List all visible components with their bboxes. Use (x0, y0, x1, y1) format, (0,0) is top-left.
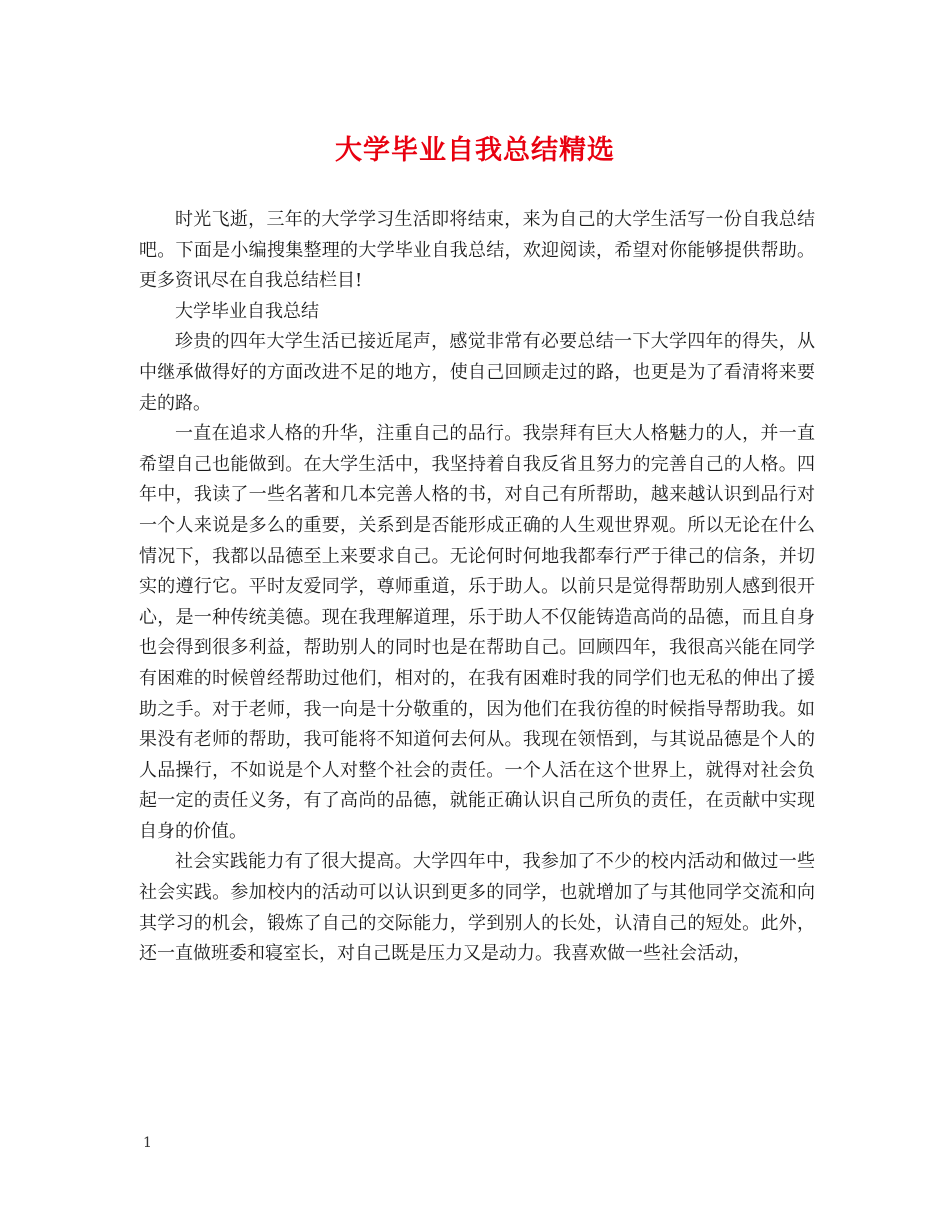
paragraph-opening: 珍贵的四年大学生活已接近尾声，感觉非常有必要总结一下大学四年的得失，从中继承做得好的方面改进不足的地方，使自己回顾走过的路，也更是为了看清将来要走的路。 (139, 331, 815, 414)
paragraph-intro: 时光飞逝，三年的大学学习生活即将结束，来为自己的大学生活写一份自我总结吧。下面是小编搜集整理的大学毕业自我总结，欢迎阅读，希望对你能够提供帮助。更多资讯尽在自我总结栏目! (139, 209, 815, 292)
paragraph-character: 一直在追求人格的升华，注重自己的品行。我崇拜有巨大人格魅力的人，并一直希望自己也能做到。在大学生活中，我坚持着自我反省且努力的完善自己的人格。四年中，我读了一些名著和几本完善人格的书，对自己有所帮助，越来越认识到品行对一个人来说是多么的重要，关系到是否能形成正确的人生观世界观。所以无论在什么情况下，我都以品德至上来要求自己。无论何时何地我都奉行严于律己的信条，并切实的遵行它。平时友爱同学，尊师重道，乐于助人。以前只是觉得帮助别人感到很开心，是一种传统美德。现在我理解道理，乐于助人不仅能铸造高尚的品德，而且自身也会得到很多利益，帮助别人的同时也是在帮助自己。回顾四年，我很高兴能在同学有困难的时候曾经帮助过他们，相对的，在我有困难时我的同学们也无私的伸出了援助之手。对于老师，我一向是十分敬重的，因为他们在我彷徨的时候指导帮助我。如果没有老师的帮助，我可能将不知道何去何从。我现在领悟到，与其说品德是个人的人品操行，不如说是个人对整个社会的责任。一个人活在这个世界上，就得对社会负起一定的责任义务，有了高尚的品德，就能正确认识自己所负的责任，在贡献中实现自身的价值。 (139, 423, 815, 842)
section-heading: 大学毕业自我总结 (175, 300, 319, 322)
document-body (139, 205, 815, 970)
document-title: 大学毕业自我总结精选 (335, 135, 615, 166)
page-number: 1 (143, 1135, 152, 1151)
paragraph-social-practice: 社会实践能力有了很大提高。大学四年中，我参加了不少的校内活动和做过一些社会实践。参加校内的活动可以认识到更多的同学，也就增加了与其他同学交流和向其学习的机会，锻炼了自己的交际能力，学到别人的长处，认清自己的短处。此外，还一直做班委和寝室长，对自己既是压力又是动力。我喜欢做一些社会活动， (139, 851, 815, 965)
